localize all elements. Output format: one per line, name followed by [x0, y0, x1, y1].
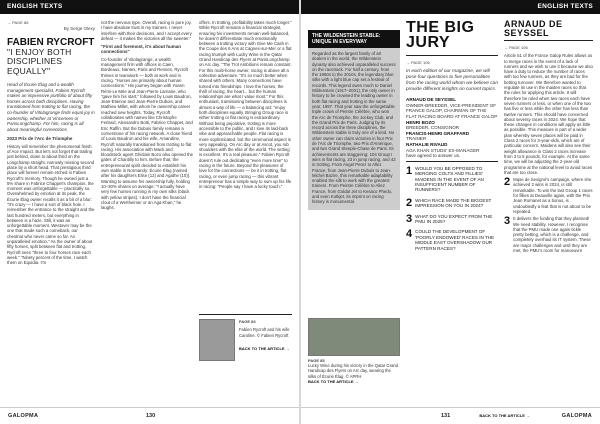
page-number: 131: [441, 413, 451, 419]
answer-number: 2: [504, 176, 511, 189]
body-text-wrapper: [199, 20, 292, 312]
jury-role: BREEDER, CONSIGNOR: [406, 125, 460, 131]
jury-role: AGA KHAN STUDS' EX-MANAGER: [406, 147, 480, 153]
answer-text: Mqse de Sevigné's campaign, where she achieved 2 wins in 2024, is still remarkable. To win the last Group 1 races for fillies at Deauville again, with the Prix Jean Romanet as a bonus, is undoubtedly a feat that is not about to be repeated.: [513, 177, 593, 214]
page-reference: → PAGE 106: [406, 60, 430, 65]
jury-name: FRANCIS-HENRI GRAFFARD: [406, 130, 470, 136]
right-column-2: [406, 20, 498, 402]
jury-role: TRAINER: [406, 136, 427, 142]
question-text: WOULD YOU BE OPPOSED TO MERGING COLTS AND FILLIES' MAIDENS IN THE EVENT OF AN INSUFFICIENT NUMBER OF RUNNERS?: [415, 165, 484, 193]
back-to-article-link[interactable]: BACK TO THE ARTICLE →: [479, 413, 530, 418]
body-text: not the nervous type. Overall, racing is pure joy. I have absolute trust in my trainers. I never interfere with their decisions, and I accept every defeat — it makes the victories all the sweeter.": [101, 20, 192, 41]
right-column-3: [504, 20, 593, 402]
owner-photo: [199, 319, 235, 361]
lucky-wine-photo-block: [308, 318, 400, 356]
section-subtitle: 2023 Prix de l'Arc de Triomphe: [7, 136, 73, 142]
sidebar-box: [308, 48, 400, 210]
jury-name: ARNAUD DE SEYSSEL: [406, 97, 457, 103]
section-subtitle: "First and foremost, it's about human connections": [101, 44, 181, 55]
byline: By Serge Olexy: [63, 26, 95, 32]
magazine-logo: GALOPMA: [8, 413, 39, 419]
section-title: THE BIG JURY: [406, 20, 475, 51]
answer-block: [504, 216, 593, 255]
question-number: 2: [406, 196, 413, 209]
question-text: WHICH RACE MADE THE BIGGEST IMPRESSION ON YOU IN 2024?: [415, 197, 492, 209]
sidebar-box-title: THE WILDENSTEIN STABLE: UNIQUE IN EVERYWAY: [308, 30, 400, 48]
jury-tail: have agreed to answer us.: [406, 153, 461, 159]
question-text: COULD THE DEVELOPMENT OF 'POORLY ENDOWED' RACES IN THE MIDDLE EAST OVERSHADOW OUR PATTERN RACES?: [415, 229, 495, 251]
divider: [504, 40, 593, 41]
caption-text-block: [239, 319, 292, 361]
back-to-article-link[interactable]: BACK TO THE ARTICLE →: [239, 345, 290, 351]
right-page-footer: [301, 407, 600, 424]
jury-role: OWNER-BREEDER, VICE-PRESIDENT OF FRANCE GALOP, CHAIRMAN OF THE FLAT RACING BOARD AT FRANCE GALOP: [406, 102, 498, 120]
left-page-footer: [0, 407, 299, 424]
left-page: [0, 0, 299, 424]
magazine-logo: GALOPMA: [561, 413, 592, 419]
back-to-article-link[interactable]: BACK TO THE ARTICLE →: [308, 378, 359, 384]
photo-caption: Fabien Rycroft and his wife Caroline. © Fabien Rycroft: [239, 327, 290, 338]
question-item: [406, 166, 498, 193]
page-reference: → PAGE 106: [504, 45, 528, 50]
right-page-header: ENGLISH TEXTS: [301, 0, 600, 14]
left-column-2: [101, 20, 193, 402]
photo-caption: Lucky Wine during his victory in the Qatar Grand Handicap des Flyers on Arc day, wearing the silks of Écurie Élag. © APRH: [308, 363, 399, 379]
question-item: [406, 229, 498, 251]
right-page: [301, 0, 600, 424]
question-text: WHAT DO YOU EXPECT FROM THE PMU IN 2025?: [415, 213, 493, 225]
answer-text: Article 51 of the France Galop Rules allows us to merge races in the event of a lack of runners and we wish to use it because we also have a duty to reduce the number of races with too few runners, as they are bad for the betting turnover. We therefore wanted to regulate its use in the maiden races so that the rules for applying this article. It will therefore be ruled when two races each have seven runners or less, or when one of the two has five or less while the other has less than twelve runners. This should have concerned about seventy races in 2024. We hope that these changes in conditions will apply as little as possible. This measure is part of a wider plan whereby seven places will be paid in Class 2 races for 3-year-olds, which are of particular concern. Maidens will also see their weight allowance in Class 2 races increase from 3 to 5 pounds, for example. At the same time, we will be adjusting the 2-year-old programme at the national level to avoid races that are too close.: [504, 53, 593, 175]
page-number: 130: [146, 413, 156, 419]
left-column-1: [7, 20, 95, 402]
question-number: 4: [406, 228, 413, 241]
left-column-3: [199, 20, 292, 402]
divider: [406, 55, 498, 56]
caption-page: PAGE 85: [308, 358, 325, 363]
caption-page: PAGE 83: [239, 319, 256, 324]
answer-text: It delivers the funding that they planned! We need stability. However, I recognise that the PMU made one again tickle pretty betting, which is a challenge, and completely overhaul its IT system. These are major challenges and until they are met, the PMU's room for manoeuvre: [513, 216, 591, 253]
jury-member-title: ARNAUD DE SEYSSEL: [504, 20, 563, 38]
question-number: 1: [406, 164, 413, 177]
question-number: 3: [406, 212, 413, 225]
jury-name: HENRI BOZO: [406, 119, 435, 125]
divider: [199, 314, 292, 315]
body-text: Co-founder of Vitolagrange, a wealth management firm with offices in Caen, Bordeaux, Nantes, Paris and Rennes, Rycroft thrives in teamwork — both at work and in racing. "Horses are primarily about human connections." His journey began with Yoann Rémi-Le Mée and Jean-Pierre Larnarie, who "gave him his start," followed by Louis Baudron, Jean-Etienne and Jean-Pierre Dubois, and Mathieu Millet, with whom he ownership career reached new heights. Today, Rycroft collaborates with names like Christophe Ferland, Alessandro Botti, Fabrice Chappet, and Eric Raffin. But the Dubois family remains a cornerstone of his racing network. A close friend of Louis Baudron and his wife, Amandine, Rycroft naturally transitioned from trotting to flat racing. His association with Mack and bloodstock agent Ghislain Bozo also opened the gates of Chantilly to him. Before that, the entrepreneurial spirit decided to establish his own stable in Normandy: Écurie Élag (named after his daughters Elise (12) and Agathe (10)). Wanting to assume his ownership fully, holding 10–30% shares on average: "I actually have very few horses running in my own silks (black with yellow stripes). I don't have the financial clout of a Wertheimer or an Aga Khan," he laughs.: [101, 56, 193, 211]
jury-name: NATHALIE RIVAUD: [406, 142, 448, 148]
body-text: History will remember the phenomenal finish of Ace Impact. But let's not forget that trailing just behind, down to about third on the Longchamp straight, narrowly missing second place by a short head. That prestigious third place will forever remain etched in Fabien Rycroft's memory. Though he owned just a 5% share in Fabrice Chappet's champion, the moment was unforgettable — practically so. Overwhelmed by emotion at its peak, the Écurie Élag owner recalls it as a bit of a blur: "It's crazy — I have a sort of black hole. I remember the entrance to the straight and the last hundred meters, but everything in between is a haze. Still, it was an unforgettable moment. Westover may be the one that made such a comeback, our chestnut who never came so far. An unparalleled emotion." As the owner of about fifty horses, split between flat and trotting, Rycroft sees "three to four horses race each week." "Ninety percent of the time, I watch them on Equidia. I'm: [7, 143, 95, 266]
race-photo-caption-block: [308, 358, 400, 384]
section-intro: In each edition of our magazine, we will pose four questions to five personalities from the racing world whom we believe can provide different insights on current topics.: [406, 69, 498, 93]
question-item: [406, 214, 498, 225]
answer-number: 3: [504, 215, 511, 228]
page-reference: → PAGE 86: [7, 20, 29, 25]
article-quote: "I ENJOY BOTH DISCIPLINES EQUALLY": [7, 46, 72, 76]
divider: [406, 161, 498, 162]
jury-credits: [406, 97, 498, 159]
race-photo: [308, 318, 400, 356]
sidebar-box-body: Regarded as the largest family of art dealers in the world, the Wildenstein dynasty also achieved unparalleled success on the racetrack. For half a century, from the 1960s to the 2010s, the legendary blue silks with a light blue cap set a festival of records. This legend owes much to Daniel Wildenstein (1917–2001), the only owner in history to be crowned the leading owner in both flat racing and trotting in the same year, 1997. That year saw the unforgettable triple crown of Peintre Célèbre, who won the Arc de Triomphe, the Jockey Club, and the Grand Prix de Paris. Judging by its record across the three disciplines, the Wildenstein stable is truly one of a kind. No other owner can claim victories in four Prix de l'Arc de Triomphe, two Prix d'Amérique, and two Grand Steeple-Chase de Paris. Its achievements are staggering: 104 Group I wins in flat racing, 23 in jump racing, and 42 in trotting. From Angel Perez to Allez France, from Jean-Pierre Dubois to Jean-Michel Bazire, this remarkable adaptability enabled the silk to work with the greatest trainers. From Peintre Célèbre to Allez France, from Goldaï Jet to Kesaco Phedo, and even Kotkjet, its imprint on racing history is monumental.: [312, 51, 396, 205]
question-item: [406, 198, 498, 209]
photo-caption-block: [199, 319, 292, 361]
answer-block: [504, 177, 593, 216]
article-title: FABIEN RYCROFT: [7, 36, 95, 48]
body-text: offers. In trotting, profitability takes much longer." While Rycroft remains a financial strategist, ensuring his investments remain well-balanced, he doesn't differentiate much emotionally between a trotting victory with Give Me Cash in the Coupe des 6 Ans at Cagnes-sur-Mer or a flat racing triumph with Lucky Wine in the Qatar Grand Handicap des Flyers at ParisLongchamp on Arc day. "The Trot Ambitions remain constant. For this multi-horse owner, racing is above all a collective adventure. "It's so much better when shared with others. Many connections have turned into friendships. I love the horses, the thrill of racing, the heart... but the human relationships are what I value most." For this enthusiast, transitioning between disciplines is almost a way of life — a balancing act: "enjoy both disciplines equally. Bringing Group race in either trotting or flat racing is extraordinary. Without being pejorative, trotting is more accessible to the public, and I love its laid-back vibe and approachable people. Flat racing is more sophisticated, but the ceremonial aspect is very appealing. On Arc day or at Ascot, you rub shoulders with the elite of the world. The setting is excellent. It's a real pleasure." Fabien Rycroft doesn't rule out dedicating "even more time" to racing in the future. Beyond the pleasures of love for the connections — be it in trotting, flat racing, or even jump racing — this vibrant entrepreneur has a simple way to sum up his life in racing: "People say I have a lucky touch.": [199, 20, 292, 190]
article-intro: Head of Écurie Élag and a wealth management specialist, Fabien Rycroft makes an impressive portfolio of about fifty horses across both disciplines. Having transitioned from trotting to flat racing, the co-founder of Vitolagrange finds equal joy in ownership, whether at Vincennes or ParisLongchamp. For him, racing is all about meaningful connections.: [7, 82, 95, 132]
left-page-header: ENGLISH TEXTS: [0, 0, 299, 14]
